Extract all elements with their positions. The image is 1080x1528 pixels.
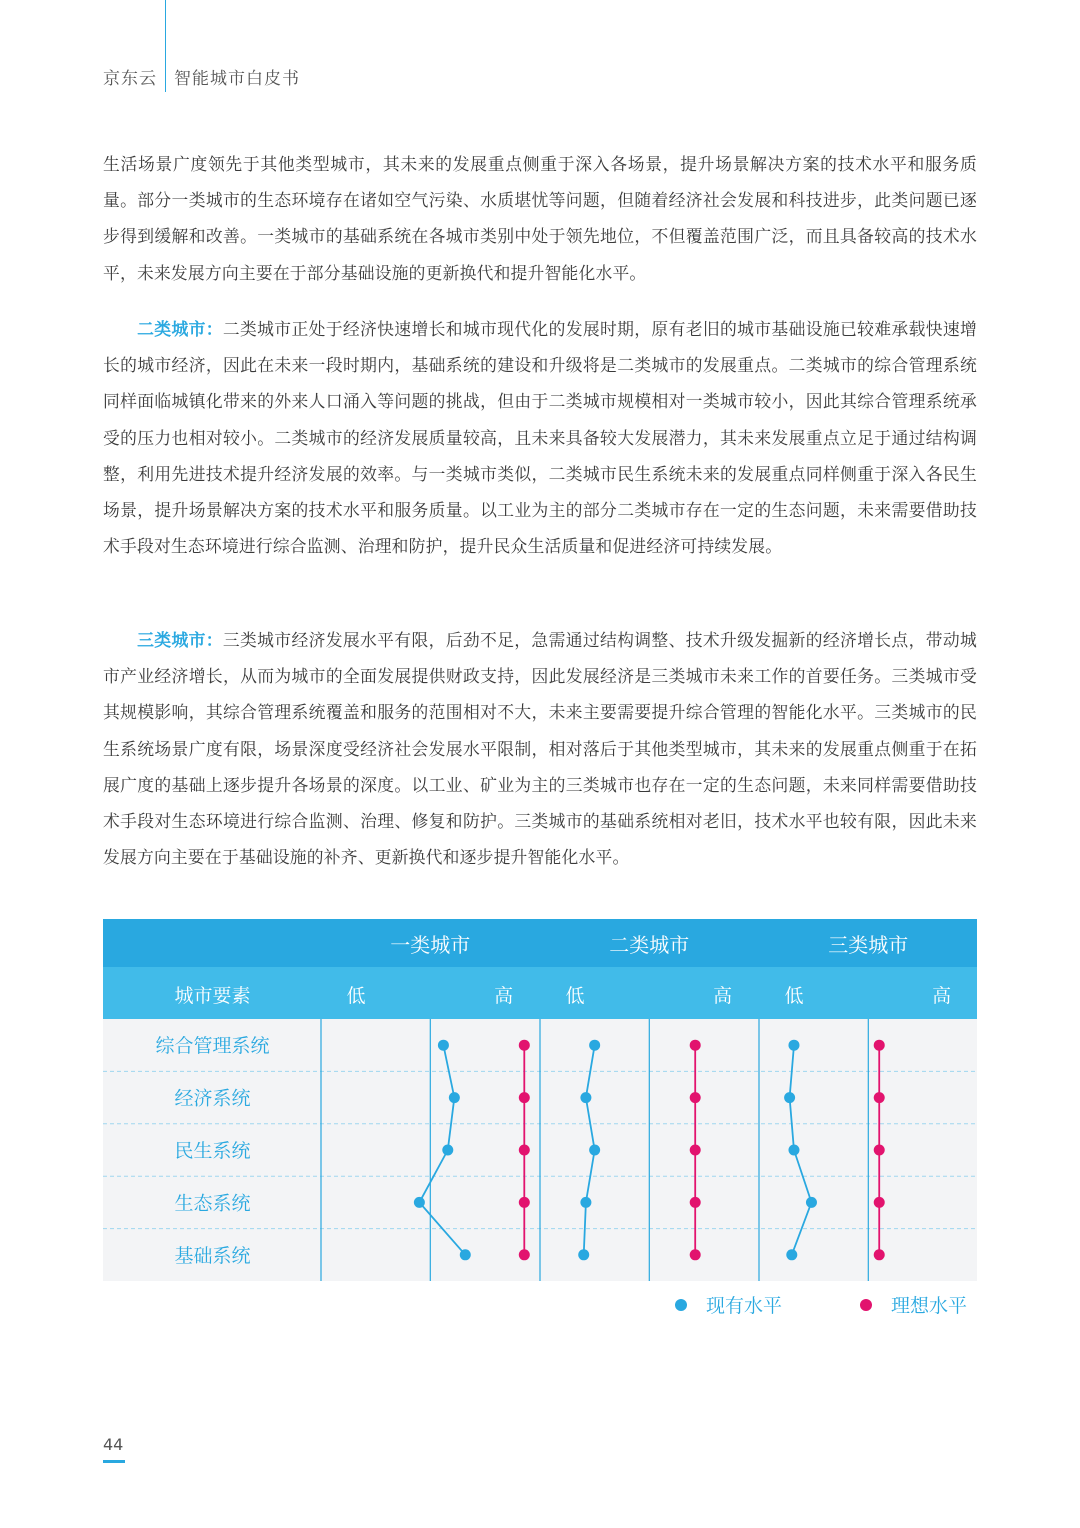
chart-high-label: 高 [713,985,733,1007]
chart-data-point [788,1145,799,1156]
chart-data-point [690,1092,701,1103]
chart-data-point [519,1040,530,1051]
page-number: 44 [103,1435,124,1454]
chart-category-label: 经济系统 [174,1087,251,1110]
chart-data-point [788,1040,799,1051]
paragraph-text: 二类城市正处于经济快速增长和城市现代化的发展时期，原有老旧的城市基础设施已较难承载快速增长的城市经济，因此在未来一段时期内，基础系统的建设和升级将是二类城市的发展重点。二类城市的综合管理系统同样面临城镇化带来的外来人口涌入等问题的挑战，但由于二类城市规模相对一类城市较小，因此其综合管理系统承受的压力也相对较小。二类城市的经济发展质量较高，且未来具备较大发展潜力，其未来发展重点立足于通过结构调整，利用先进技术提升经济发展的效率。与一类城市类似，二类城市民生系统未来的发展重点同样侧重于深入各民生场景，提升场景解决方案的技术水平和服务质量。以工业为主的部分二类城市存在一定的生态问题，未来需要借助技术手段对生态环境进行综合监测、治理和防护，提升民众生活质量和促进经济可持续发展。 [103,319,977,557]
legend-current-label: 现有水平 [706,1295,783,1317]
chart-data-point [438,1040,449,1051]
chart-data-point [690,1040,701,1051]
chart-data-point [786,1249,797,1260]
chart-data-point [690,1249,701,1260]
legend-ideal-marker [860,1299,872,1311]
chart-data-point [442,1145,453,1156]
chart-data-point [874,1092,885,1103]
chart-group-title: 二类城市 [609,933,690,957]
chart-high-label: 高 [494,985,514,1007]
chart-category-label: 生态系统 [174,1192,251,1215]
chart-data-point [460,1249,471,1260]
chart-row-header: 城市要素 [174,985,251,1007]
chart-category-label: 民生系统 [174,1140,251,1162]
chart-data-point [690,1145,701,1156]
header-title: 智能城市白皮书 [174,69,300,89]
chart-data-point [580,1197,591,1208]
chart-group-title: 一类城市 [390,933,471,957]
header-brand: 京东云 [103,69,157,89]
chart-data-point [874,1197,885,1208]
page-number-underline [103,1460,125,1463]
chart-high-label: 高 [932,985,952,1007]
chart-category-label: 基础系统 [174,1244,251,1267]
chart-data-point [806,1197,817,1208]
legend-ideal-label: 理想水平 [891,1295,968,1317]
chart-data-point [874,1145,885,1156]
chart-data-point [874,1040,885,1051]
paragraph-lead: 三类城市： [137,630,223,650]
chart-category-label: 综合管理系统 [155,1035,270,1058]
chart-data-point [519,1197,530,1208]
chart-data-point [414,1197,425,1208]
paragraph-lead: 二类城市： [137,319,223,339]
chart-low-label: 低 [565,985,585,1007]
chart-data-point [519,1092,530,1103]
chart-data-point [690,1197,701,1208]
chart-data-point [519,1249,530,1260]
chart-low-label: 低 [346,985,366,1007]
chart-data-point [519,1145,530,1156]
chart-data-point [589,1040,600,1051]
chart-data-point [580,1092,591,1103]
chart-data-point [578,1249,589,1260]
paragraph-text: 三类城市经济发展水平有限，后劲不足，急需通过结构调整、技术升级发掘新的经济增长点，带动城市产业经济增长，从而为城市的全面发展提供财政支持，因此发展经济是三类城市未来工作的首要任务。三类城市受其规模影响，其综合管理系统覆盖和服务的范围相对不大，未来主要需要提升综合管理的智能化水平。三类城市的民生系统场景广度有限，场景深度受经济社会发展水平限制，相对落后于其他类型城市，其未来的发展重点侧重于在拓展广度的基础上逐步提升各场景的深度。以工业、矿业为主的三类城市也存在一定的生态问题，未来同样需要借助技术手段对生态环境进行综合监测、治理、修复和防护。三类城市的基础系统相对老旧，技术水平也较有限，因此未来发展方向主要在于基础设施的补齐、更新换代和逐步提升智能化水平。 [103,630,977,868]
chart-low-label: 低 [784,985,804,1007]
legend-current-marker [675,1299,687,1311]
paragraph-text: 生活场景广度领先于其他类型城市，其未来的发展重点侧重于深入各场景，提升场景解决方案的技术水平和服务质量。部分一类城市的生态环境存在诸如空气污染、水质堪忧等问题，但随着经济社会发展和科技进步，此类问题已逐步得到缓解和改善。一类城市的基础系统在各城市类别中处于领先地位，不但覆盖范围广泛，而且具备较高的技术水平，未来发展方向主要在于部分基础设施的更新换代和提升智能化水平。 [103,154,977,283]
chart-data-point [449,1092,460,1103]
chart-data-point [874,1249,885,1260]
chart-data-point [784,1092,795,1103]
chart-data-point [589,1145,600,1156]
chart-group-title: 三类城市 [828,933,909,957]
